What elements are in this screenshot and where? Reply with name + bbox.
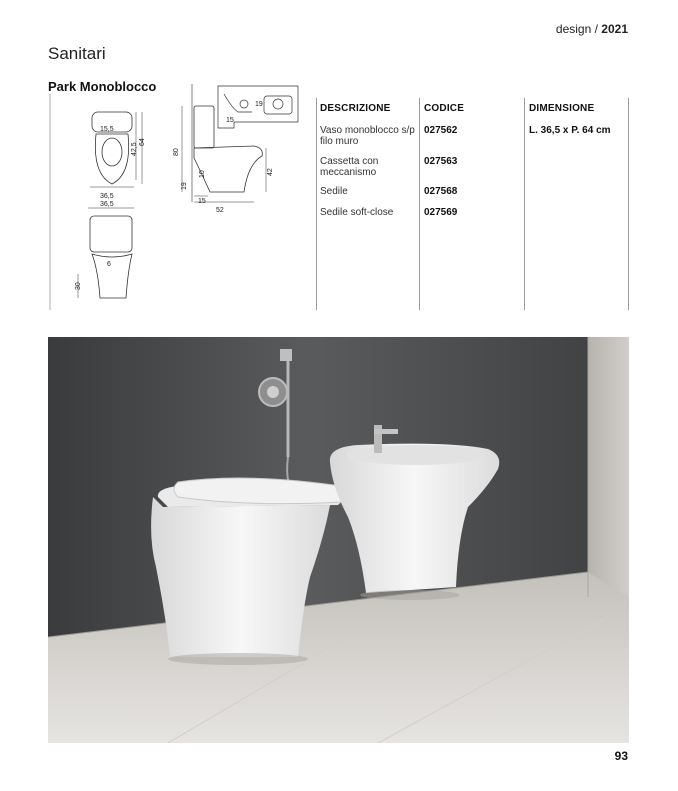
dim-front-height: 30	[75, 282, 82, 290]
row-code: 027562	[424, 125, 458, 136]
table-divider-4	[628, 98, 629, 310]
dim-front-inlet: 6	[107, 261, 111, 268]
row-description: Cassetta con meccanismo	[320, 156, 379, 178]
dim-detail-b: 15	[226, 117, 234, 124]
table-divider-3	[524, 98, 525, 310]
dim-side-bottom: 19	[181, 182, 188, 190]
dim-top-base: 36,5	[100, 193, 114, 200]
product-title: Park Monoblocco	[48, 79, 157, 94]
header-label: design /	[555, 22, 598, 36]
row-description: Sedile	[320, 186, 348, 197]
page-number: 93	[614, 749, 628, 763]
table-divider-2	[419, 98, 420, 310]
side-view-drawing	[182, 84, 266, 202]
dimension-value: L. 36,5 x P. 64 cm	[529, 125, 611, 136]
table-divider-1	[316, 98, 317, 310]
dim-side-outlet: 42	[267, 168, 274, 176]
dim-side-offset: 15	[198, 198, 206, 205]
page-header	[556, 22, 628, 36]
row-description: Sedile soft-close	[320, 207, 394, 218]
product-photo	[48, 337, 629, 743]
header-code: CODICE	[424, 103, 465, 114]
dim-top-width: 15,5	[100, 126, 114, 133]
row-code: 027563	[424, 156, 458, 167]
dim-top-depth-a: 42,5	[131, 142, 138, 156]
dim-front-width: 36,5	[100, 201, 114, 208]
technical-drawings	[48, 84, 316, 312]
dim-detail-a: 19	[255, 101, 263, 108]
front-view-drawing	[78, 208, 134, 298]
row-description: Vaso monoblocco s/p filo muro	[320, 125, 415, 147]
row-code: 027568	[424, 186, 458, 197]
dim-side-inner: 10	[199, 170, 206, 178]
header-description: DESCRIZIONE	[320, 103, 391, 114]
dim-side-depth: 52	[216, 207, 224, 214]
header-dimension: DIMENSIONE	[529, 103, 595, 114]
dim-side-height: 80	[173, 148, 180, 156]
header-year: 2021	[601, 22, 628, 36]
section-title: Sanitari	[48, 44, 106, 63]
dim-top-depth-b: 64	[139, 138, 146, 146]
row-code: 027569	[424, 207, 458, 218]
